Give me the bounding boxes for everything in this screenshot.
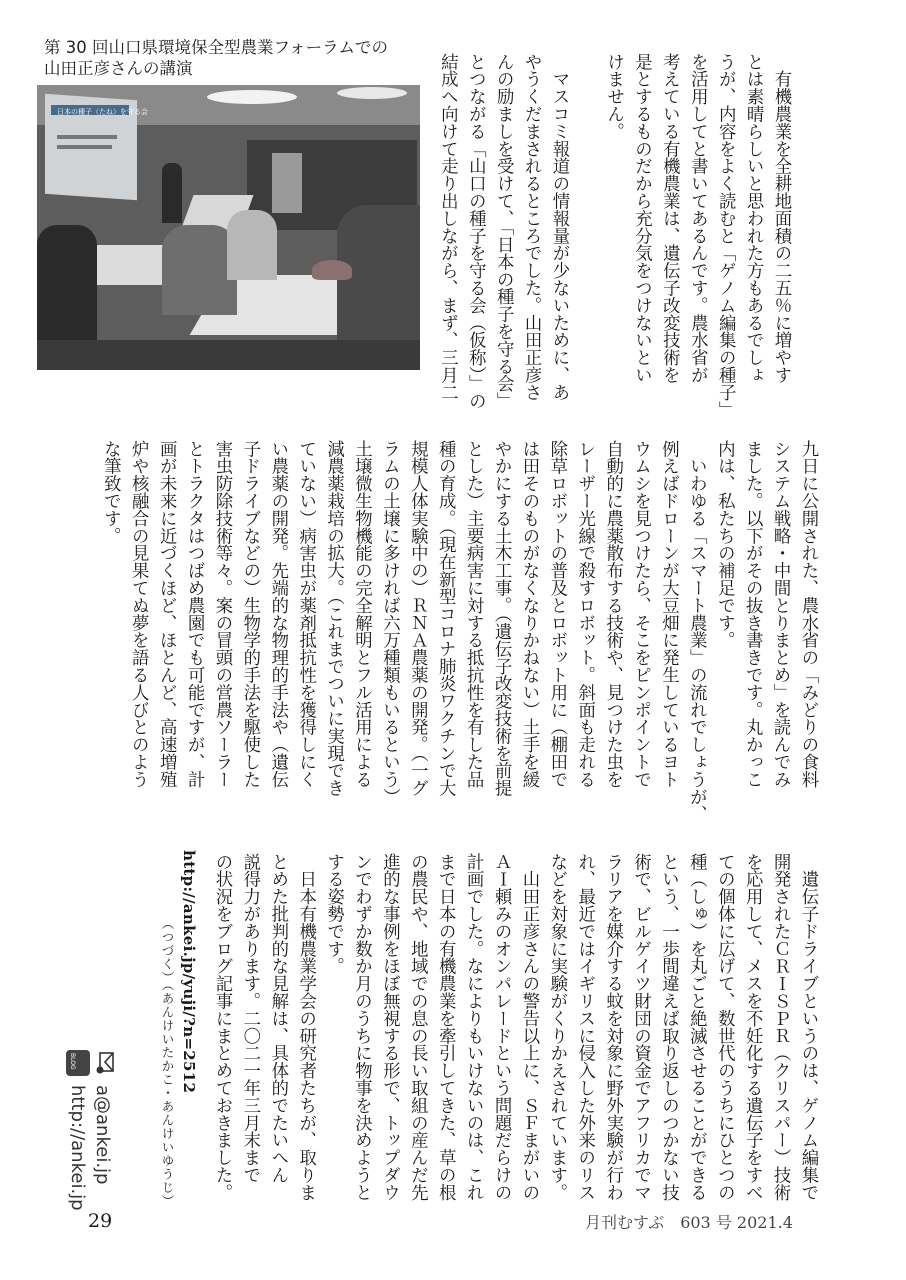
- blog-icon-text: BLOG: [69, 1053, 76, 1070]
- caption-line: 第 30 回山口県環境保全型農業フォーラムでの: [44, 38, 388, 57]
- magazine-issue: 月刊むすぶ 603 号 2021.4: [585, 1213, 793, 1232]
- contact-website[interactable]: http://ankei.jp: [67, 1085, 88, 1211]
- text-line: は田そのものがなくなりかねない）土手を緩: [518, 440, 539, 788]
- text-line: とめた批判的な見解は、具体的でたいへん: [267, 853, 288, 1184]
- text-line: 進的な事例をほぼ無視する形で、トップダウ: [379, 853, 400, 1201]
- text-line: 開発されたＣＲＩＳＰＲ（クリスパー）技術: [770, 853, 791, 1201]
- text-line: ンでわずか数か月のうちに物事を決めようと: [351, 853, 372, 1201]
- text-line: 術で、ビルゲイツ財団の資金でアフリカでマ: [630, 853, 651, 1201]
- mail-icon: [95, 1052, 117, 1074]
- text-line: マスコミ報道の情報量が少ないために、あ: [549, 53, 569, 401]
- photo-caption: [44, 37, 388, 79]
- text-line: 種（しゅ）を丸ごと絶滅させることができる: [686, 853, 707, 1201]
- text-line: 土壌微生物機能の完全解明とフル活用による: [351, 440, 372, 788]
- text-line: やかにする土木工事。（遺伝子改変技術を前提: [491, 440, 512, 797]
- page-number: 29: [88, 1210, 113, 1232]
- text-line: 例えばドローンが大豆畑に発生しているヨト: [658, 440, 679, 788]
- text-line: 種の育成。（現在新型コロナ肺炎ワクチンで大: [435, 440, 456, 797]
- text-line: うが、内容をよく読むと「ゲノム編集の種子」: [715, 53, 736, 419]
- text-line: 考えている有機農業は、遺伝子改変技術を: [659, 53, 680, 384]
- text-line: という、一歩間違えば取り返しのつかない技: [658, 853, 679, 1201]
- text-line: ました。以下がその抜き書きです。丸かっこ: [742, 440, 763, 788]
- text-line: 九日に公開された、農水省の「みどりの食料: [798, 440, 818, 788]
- bottom-text-block: [207, 853, 821, 1201]
- text-line: んの励ましを受けて、「日本の種子を守る会」: [493, 53, 514, 410]
- text-line: 日本有機農業学会の研究者たちが、取りま: [295, 853, 316, 1201]
- text-line: ＡＩ頼みのオンパレードという問題だらけの: [491, 853, 512, 1201]
- text-line: 除草ロボットの普及とロボット用に（棚田で: [546, 440, 567, 788]
- text-line: ウムシを見つけたら、そこをピンポイントで: [630, 440, 651, 788]
- text-line: い農薬の開発。先端的な物理的手法や（遺伝: [267, 440, 288, 788]
- text-line: ラムの土壌に多ければ六万種類もいるという）: [379, 440, 400, 806]
- text-line: れ、最近ではイギリスに侵入した外来のリス: [574, 853, 595, 1201]
- text-line: 結成へ向けて走り出しながら、まず、三月二: [437, 53, 458, 401]
- text-line: いわゆる「スマート農業」の流れでしょうが、: [686, 440, 707, 823]
- text-line: ラリアを媒介する蚊を対象に野外実験が行わ: [602, 853, 623, 1201]
- text-line: 規模人体実験中の）ＲＮＡ農薬の開発。（一グ: [407, 440, 428, 797]
- text-line: を応用して、メスを不妊化する遺伝子をすべ: [742, 853, 763, 1201]
- text-line: などを対象に実験がくりかえされています。: [546, 853, 567, 1201]
- text-line: 計画でした。なによりもいけないのは、これ: [463, 853, 484, 1201]
- text-line: 山田正彦さんの警告以上に、ＳＦまがいの: [518, 853, 539, 1201]
- top-paragraph-2: [432, 53, 572, 410]
- blog-icon: [66, 1050, 90, 1076]
- text-line: ての個体に広げて、数世代のうちにひとつの: [714, 853, 735, 1201]
- text-line: 有機農業を全耕地面積の二五％に増やす: [771, 53, 791, 384]
- text-line: 是とするものだから充分気をつけないとい: [631, 53, 652, 384]
- text-line: の農民や、地域での息の長い取組の産んだ先: [407, 853, 428, 1201]
- blog-url[interactable]: http://ankei.jp/yuji/?n=2512: [180, 850, 198, 1094]
- author-credit: （つづく）（あんけいたかこ・あんけいゆうじ）: [160, 917, 175, 1208]
- caption-line: 山田正彦さんの講演: [44, 59, 193, 78]
- contact-email[interactable]: a@ankei.jp: [92, 1085, 113, 1185]
- text-line: やうくだまされるところでした。山田正彦さ: [521, 53, 542, 401]
- middle-text-block: [95, 440, 821, 823]
- text-line: 子ドライブなどの）生物学的手法を駆使した: [239, 440, 260, 788]
- text-line: とは素晴らしいと思われた方もあるでしょ: [743, 53, 764, 384]
- text-line: とトラクタはつばめ農園でも可能ですが、計: [184, 440, 205, 788]
- lecture-photo: [37, 85, 420, 370]
- text-line: 害虫防除技術等々。案の冒頭の営農ソーラー: [211, 440, 232, 788]
- text-line: レーザー光線で殺すロボット。斜面も走れる: [574, 440, 595, 788]
- text-line: 炉や核融合の見果てぬ夢を語る人びとのよう: [128, 440, 149, 788]
- text-line: 自動的に農薬散布する技術や、見つけた虫を: [602, 440, 623, 788]
- top-paragraph-1: [599, 53, 794, 418]
- text-line: 減農薬栽培の拡大。（これまでついに実現でき: [323, 440, 344, 797]
- text-line: けません。: [603, 53, 624, 140]
- text-line: システム戦略・中間とりまとめ」を読んでみ: [770, 440, 791, 788]
- projector-screen-text: 日本の種子（たね）を守る会: [57, 108, 148, 116]
- text-line: まで日本の有機農業を牽引してきた、草の根: [435, 853, 456, 1201]
- text-line: 説得力があります。二〇二一年三月末まで: [239, 853, 260, 1184]
- text-line: とつながる「山口の種子を守る会（仮称）」の: [465, 53, 486, 410]
- text-line: な筆致です。: [100, 440, 121, 545]
- text-line: する姿勢です。: [323, 853, 344, 975]
- text-line: ていない）病害虫が薬剤抵抗性を獲得しにく: [295, 440, 316, 788]
- text-line: とした）主要病害に対する抵抗性を有した品: [463, 440, 484, 788]
- text-line: の状況をブログ記事にまとめておきました。: [211, 853, 232, 1201]
- text-line: を活用してと書いてあるんです。農水省が: [687, 53, 708, 384]
- text-line: 内は、私たちの補足です。: [714, 440, 735, 649]
- text-line: 遺伝子ドライブというのは、ゲノム編集で: [798, 853, 818, 1201]
- text-line: 画が未来に近づくほど、ほとんど、高速増殖: [156, 440, 177, 788]
